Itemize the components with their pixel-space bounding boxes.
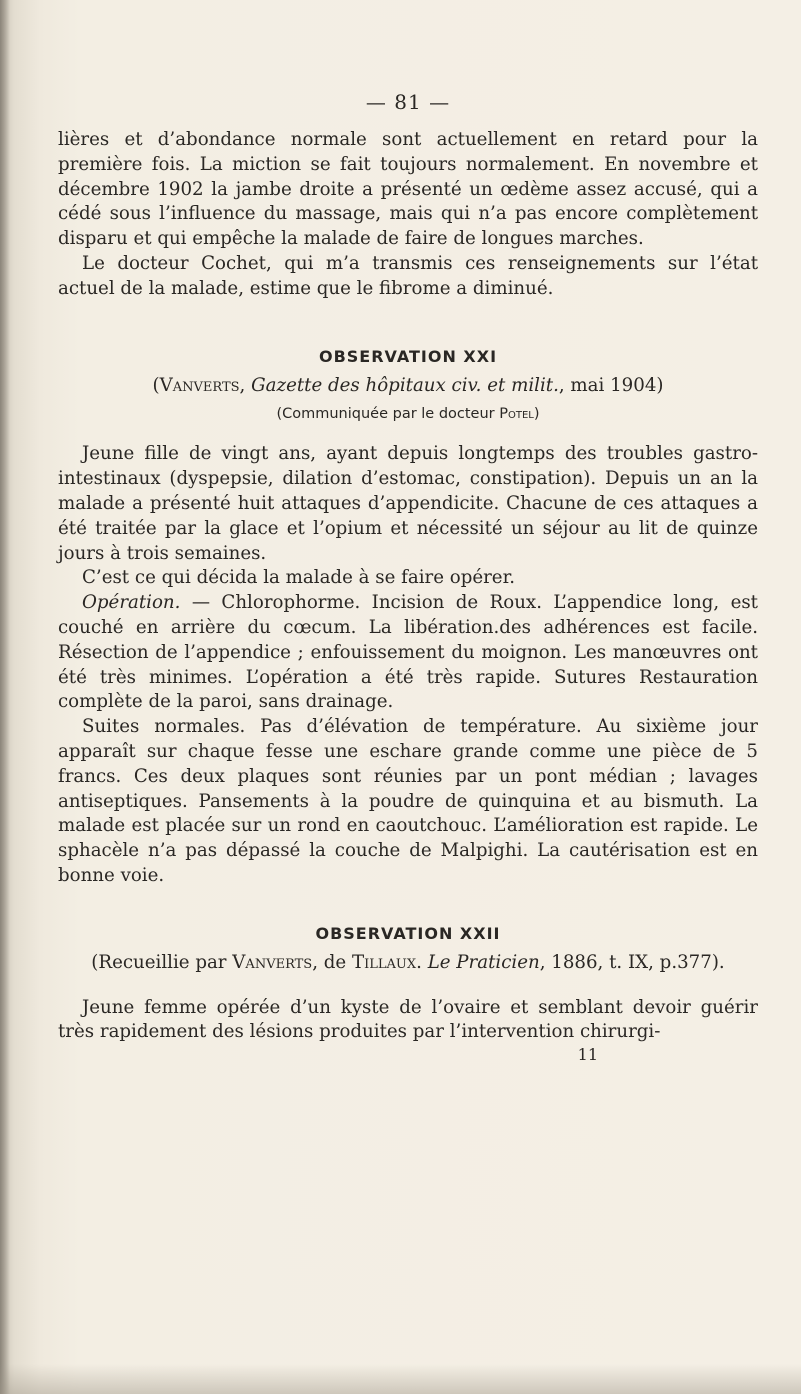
source-author: Vanverts <box>159 374 240 396</box>
observation-21-paragraph-1: Jeune fille de vingt ans, ayant depuis longtemps des troubles gastro-intestinaux (dyspepsie, dilation d’estomac, constipation). Depuis un an la malade a présenté huit attaques d’appendicite. Chacune de ces attaques a été traitée par la glace et l’opium et nécessité un séjour au lit de quinze jours à trois semaines. <box>58 443 758 564</box>
operation-label: Opération. <box>82 592 181 614</box>
communicated-name: Potel <box>499 406 534 423</box>
page-content <box>58 90 758 1065</box>
observation-22-paragraph-1: Jeune femme opérée d’un kyste de l’ovaire et semblant devoir guérir très rapidement des lésions produites par l’intervention chirurgi- <box>58 996 758 1043</box>
communicated-prefix: (Communiquée par le docteur <box>276 406 500 423</box>
communicated-suffix: ) <box>533 406 540 423</box>
source-author: Vanverts <box>232 951 313 973</box>
observation-21-title: OBSERVATION XXI <box>318 346 498 366</box>
source-separator-2: . <box>416 951 428 973</box>
page-number: — 81 — <box>365 90 451 114</box>
observation-21-paragraph-2: C’est ce qui décida la malade à se faire opérer. <box>82 567 516 589</box>
source-paren: ( <box>152 374 160 396</box>
source-date: , mai 1904) <box>558 374 664 396</box>
observation-22-source <box>58 951 758 976</box>
binding-shadow <box>0 0 10 1394</box>
source-separator: , <box>239 374 252 396</box>
observation-22-title: OBSERVATION XXII <box>315 923 501 943</box>
observation-21-paragraph-operation <box>58 591 758 715</box>
source-reference: , 1886, t. IX, p.377). <box>539 951 725 973</box>
observation-21-communicated <box>58 406 758 422</box>
observation-21-source <box>58 374 758 399</box>
source-separator: , de <box>312 951 352 973</box>
paragraph-cochet: Le docteur Cochet, qui m’a transmis ces renseignements sur l’état actuel de la malade, estime que le fibrome a diminué. <box>58 252 758 299</box>
bottom-shadow <box>0 1364 801 1394</box>
source-author-2: Tillaux <box>351 951 417 973</box>
observation-21-paragraph-4: Suites normales. Pas d’élévation de température. Au sixième jour apparaît sur chaque fesse une eschare grande comme une pièce de 5 francs. Ces deux plaques sont réunies par un pont médian ; lavages antiseptiques. Pansements à la poudre de quinquina et au bismuth. La malade est placée sur un rond en caoutchouc. L’amélioration est rapide. Le sphacèle n’a pas dépassé la couche de Malpighi. La cautérisation est en bonne voie. <box>58 716 758 886</box>
source-journal: Gazette des hôpitaux civ. et milit. <box>251 374 559 396</box>
operation-text: — Chlorophorme. Incision de Roux. L’appendice long, est couché en arrière du cœcum. La libération.des adhérences est facile. Résection de l’appendice ; enfouissement du moignon. Les manœuvres ont été très minimes. L’opération a été très rapide. Sutures Restauration complète de la paroi, sans drainage. <box>58 592 758 713</box>
signature-mark: 11 <box>577 1045 598 1065</box>
paragraph-intro: lières et d’abondance normale sont actuellement en retard pour la première fois. La miction se fait toujours normalement. En novembre et décembre 1902 la jambe droite a présenté un œdème assez accusé, qui a cédé sous l’influence du massage, mais qui n’a pas encore complètement disparu et qui empêche la malade de faire de longues marches. <box>58 129 758 250</box>
source-journal: Le Praticien <box>427 951 540 973</box>
source-prefix: (Recueillie par <box>91 951 233 973</box>
